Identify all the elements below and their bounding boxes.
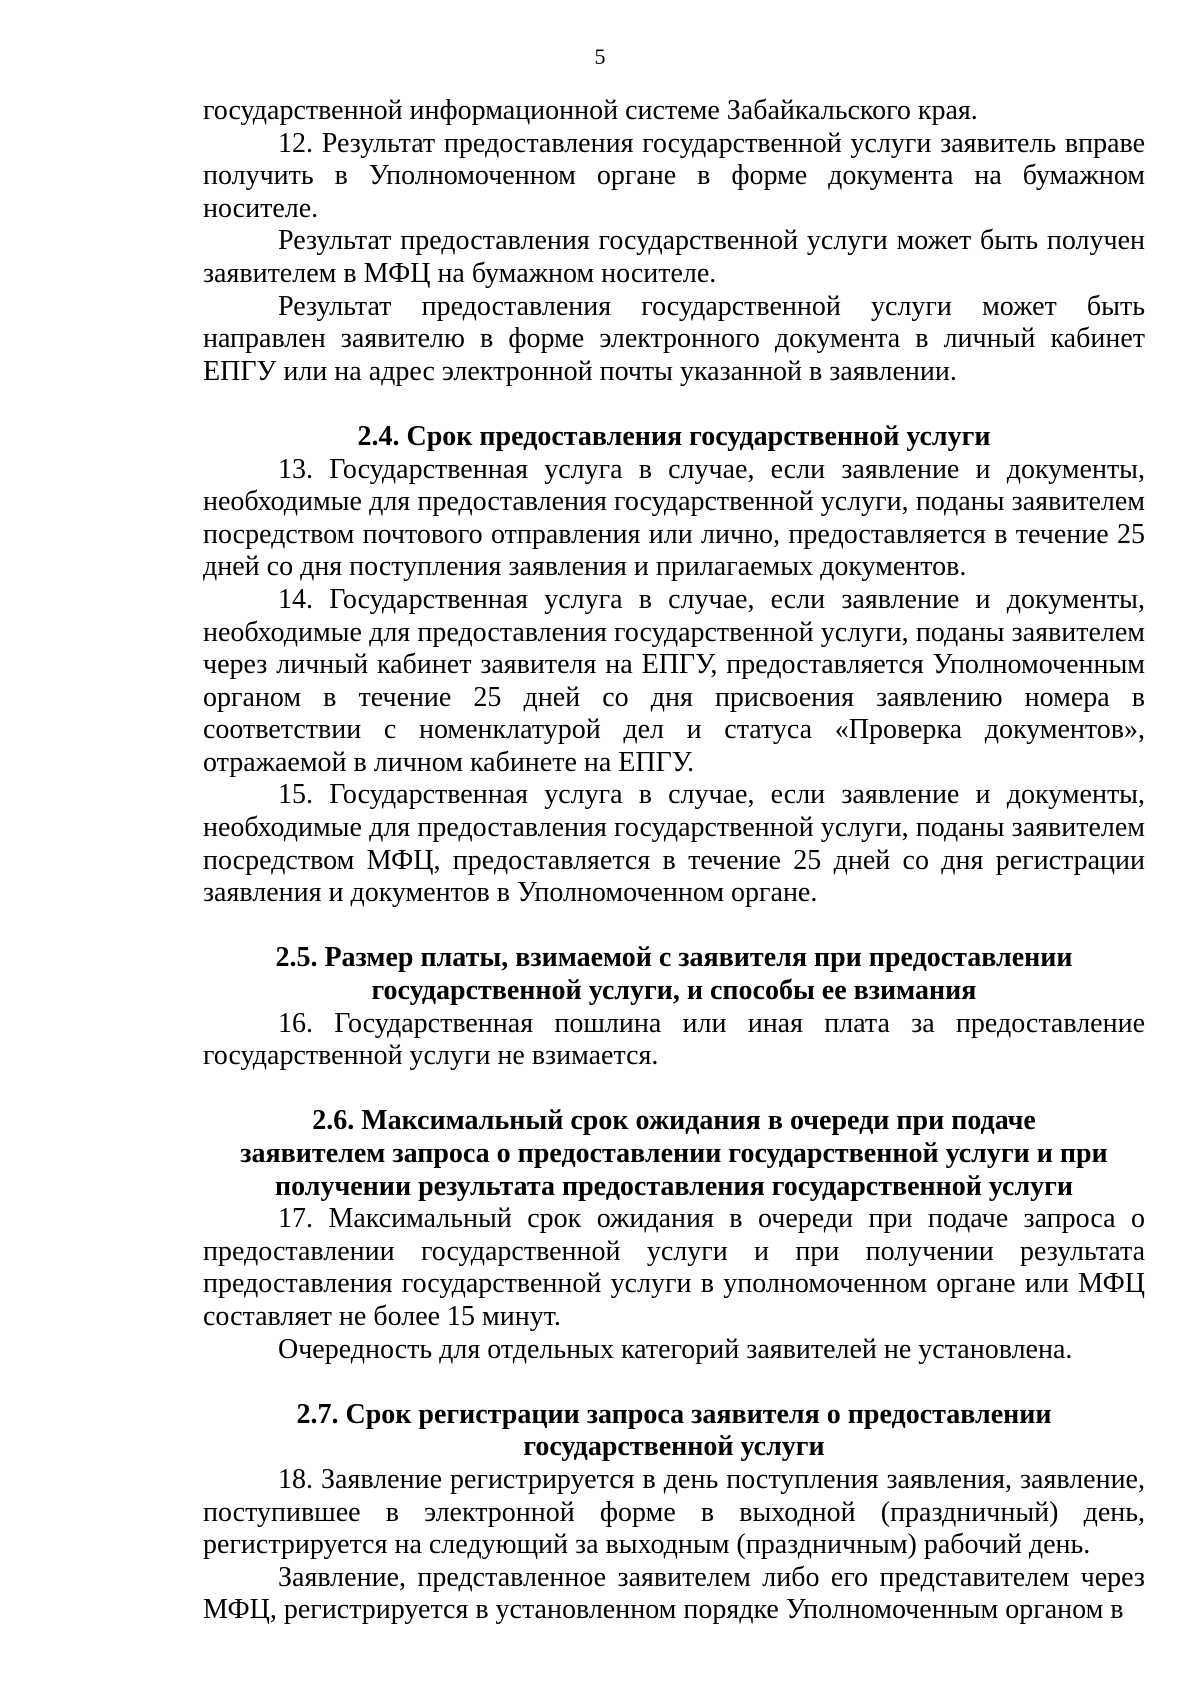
heading-2-6-line-2: заявителем запроса о предоставлении государственной услуги и при (240, 1138, 1108, 1169)
paragraph-18-mfc: Заявление, представленное заявителем либо его представителем через МФЦ, регистрируется в установленном порядке Уполномоченным органом в (203, 1561, 1145, 1626)
document-body (203, 95, 1145, 1627)
paragraph-12-result-mfc: Результат предоставления государственной услуги может быть получен заявителем в МФЦ на бумажном носителе. (203, 225, 1145, 289)
paragraph-12: 12. Результат предоставления государственной услуги заявитель вправе получить в Уполномоченном органе в форме документа на бумажном носителе. (203, 127, 1145, 224)
heading-2-7 (203, 1399, 1145, 1464)
section-gap (203, 1366, 1145, 1399)
paragraph-17-priority: Очередность для отдельных категорий заявителей не установлена. (278, 1333, 1073, 1365)
heading-2-7-line-1: 2.7. Срок регистрации запроса заявителя о предоставлении (296, 1398, 1052, 1430)
section-gap (203, 910, 1145, 943)
heading-2-5 (203, 942, 1145, 1007)
heading-2-6-line-3: получении результата предоставления государственной услуги (274, 1170, 1074, 1202)
paragraph-continuation: государственной информационной системе Забайкальского края. (203, 95, 978, 126)
heading-2-6-line-1: 2.6. Максимальный срок ожидания в очереди при подаче (312, 1105, 1036, 1137)
heading-2-7-line-2: государственной услуги (523, 1431, 825, 1463)
paragraph-15: 15. Государственная услуга в случае, если заявление и документы, необходимые для предоставления государственной услуги, поданы заявителем посредством МФЦ, предоставляется в течение 25 дней со дня регистрации заявления и документов в Уполномоченном органе. (203, 779, 1145, 909)
heading-2-4: 2.4. Срок предоставления государственной услуги (357, 420, 991, 452)
paragraph-18: 18. Заявление регистрируется в день поступления заявления, заявление, поступившее в электронной форме в выходной (праздничный) день, регистрируется на следующий за выходным (праздничным) рабочий день. (203, 1463, 1145, 1561)
page-number: 5 (594, 44, 606, 69)
section-gap (203, 388, 1145, 421)
paragraph-14: 14. Государственная услуга в случае, если заявление и документы, необходимые для предоставления государственной услуги, поданы заявителем через личный кабинет заявителя на ЕПГУ, предоставляется Уполномоченным органом в течение 25 дней со дня присвоения заявлению номера в соответствии с номенклатурой дел и статуса «Проверка документов», отражаемой в личном кабинете на ЕПГУ. (203, 583, 1145, 778)
paragraph-13: 13. Государственная услуга в случае, если заявление и документы, необходимые для предоставления государственной услуги, поданы заявителем посредством почтового отправления или лично, предоставляется в течение 25 дней со дня поступления заявления и прилагаемых документов. (203, 453, 1145, 583)
heading-2-5-line-1: 2.5. Размер платы, взимаемой с заявителя при предоставлении (275, 942, 1073, 974)
paragraph-16: 16. Государственная пошлина или иная плата за предоставление государственной услуги не взимается. (203, 1007, 1145, 1072)
section-gap (203, 1073, 1145, 1106)
paragraph-17: 17. Максимальный срок ожидания в очереди при подаче запроса о предоставлении государственной услуги и при получении результата предоставления государственной услуги в уполномоченном органе или МФЦ составляет не более 15 минут. (203, 1203, 1145, 1332)
heading-2-6 (203, 1105, 1145, 1203)
heading-2-5-line-2: государственной услуги, и способы ее взимания (371, 975, 977, 1007)
paragraph-12-result-electronic: Результат предоставления государственной услуги может быть направлен заявителю в форме электронного документа в личный кабинет ЕПГУ или на адрес электронной почты указанной в заявлении. (203, 290, 1145, 387)
